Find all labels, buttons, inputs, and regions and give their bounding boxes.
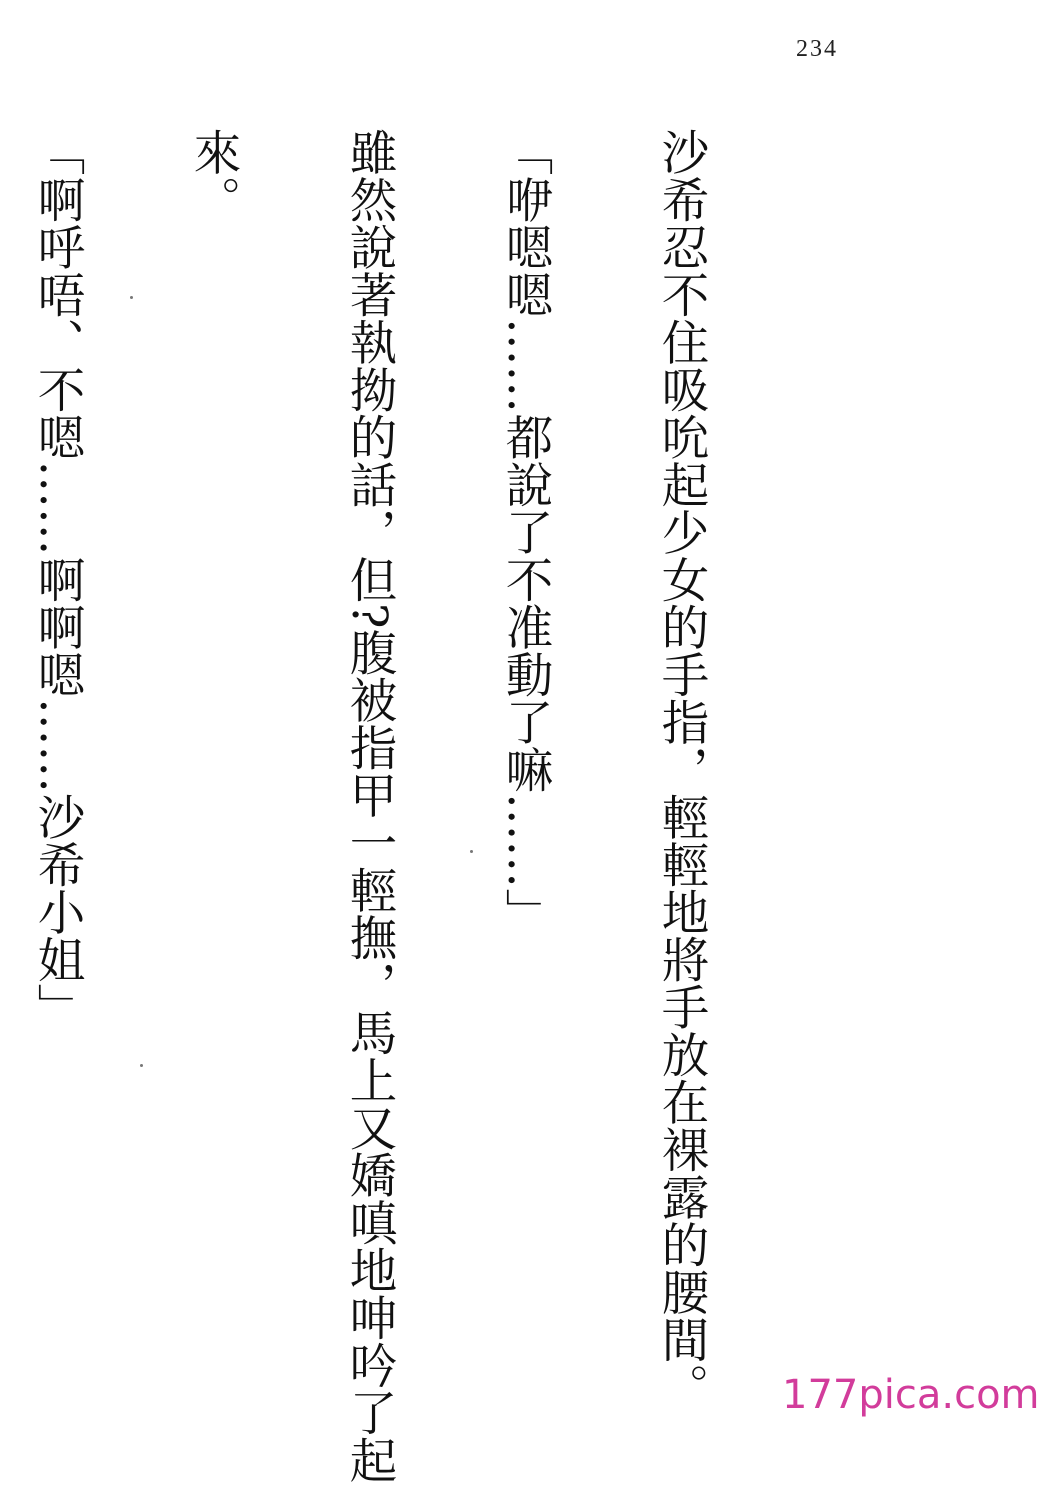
- text-column: 雖然說著執拗的話，但?腹被指甲一輕撫，馬上又嬌嗔地呻吟了起: [341, 128, 396, 1484]
- text-column: 「啊呼唔、不嗯……啊啊嗯……沙希小姐」: [29, 128, 84, 1031]
- text-column: 沙希忍不住吸吮起少女的手指，輕輕地將手放在裸露的腰間。: [653, 128, 708, 1411]
- scan-speck: [130, 296, 133, 299]
- scan-speck: [140, 1064, 143, 1067]
- watermark: 177pica.com: [782, 1372, 1040, 1418]
- body-text: [29, 128, 810, 1484]
- page-number: 234: [796, 36, 838, 62]
- text-column: 來。: [185, 128, 240, 223]
- scan-speck: [470, 850, 473, 853]
- text-column: 「咿嗯嗯……都說了不准動了嘛……」: [497, 128, 552, 936]
